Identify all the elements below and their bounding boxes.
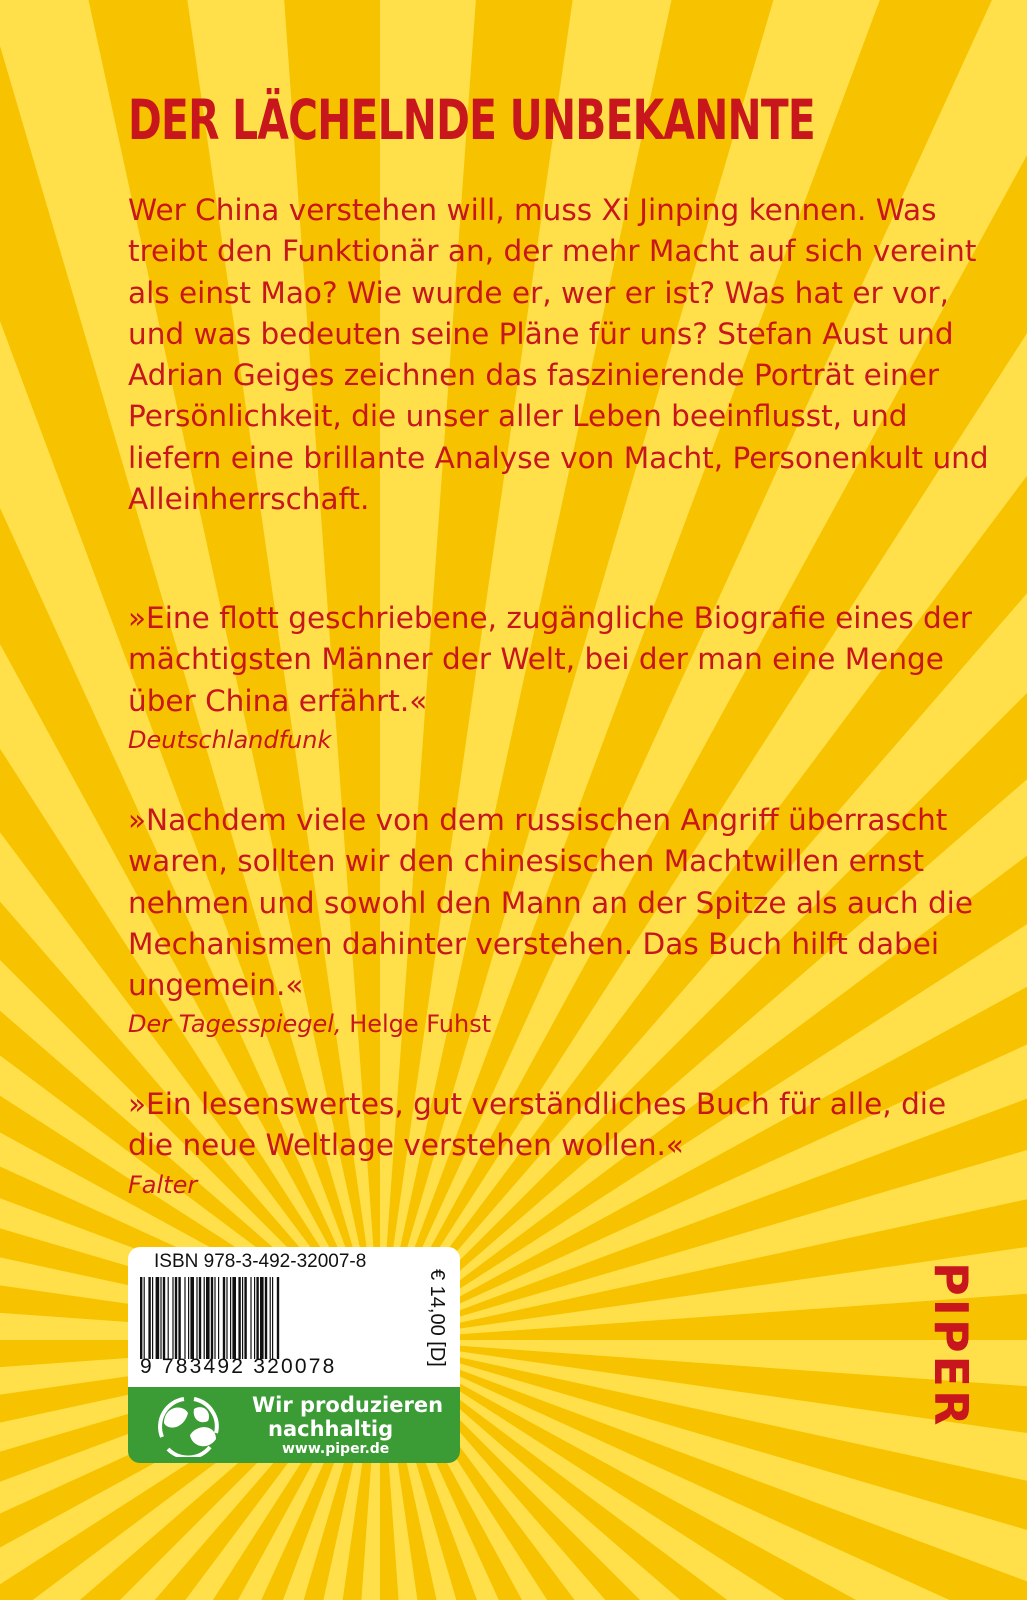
quote-text: »Ein lesenswertes, gut verständliches Buch für alle, die die neue Weltlage verstehen wollen.«: [128, 1087, 947, 1163]
quote-source: Falter: [128, 1170, 198, 1199]
eco-badge: [128, 1387, 460, 1463]
review-quote-3: [128, 1084, 988, 1203]
barcode-digits: 9 783492 320078: [140, 1355, 337, 1378]
recycle-leaves-icon: [154, 1393, 224, 1457]
price-label-wrap: [418, 1265, 458, 1380]
book-blurb: Wer China verstehen will, muss Xi Jinping kennen. Was treibt den Funktionär an, der mehr Macht auf sich vereint als einst Mao? Wie wurde er, wer er ist? Was hat er vor, und was bedeuten seine Pläne für uns? Stefan Aust und Adrian Geiges zeichnen das faszinierende Porträt einer Persönlichkeit, die unser aller Leben beeinflusst, und liefern eine brillante Analyse von Macht, Personenkult und Alleinherrschaft.: [128, 193, 989, 517]
publisher-logo: PIPER: [924, 1262, 978, 1429]
eco-url: www.piper.de: [282, 1441, 390, 1457]
eco-text-line1: Wir produzieren: [252, 1393, 444, 1417]
book-title: DER LÄCHELNDE UNBEKANNTE: [128, 88, 815, 152]
barcode-panel: [128, 1247, 460, 1387]
price-label: € 14,00 [D]: [426, 1269, 448, 1367]
barcode-icon: [140, 1277, 408, 1359]
quote-text: »Eine flott geschriebene, zugängliche Biografie eines der mächtigsten Männer der Welt, bei der man eine Menge über China erfährt.«: [128, 601, 973, 718]
review-quote-1: [128, 598, 988, 758]
quote-author: Helge Fuhst: [341, 1010, 492, 1039]
eco-text-line2: nachhaltig: [268, 1417, 394, 1441]
isbn-label: ISBN 978-3-492-32007-8: [154, 1251, 367, 1272]
quote-source: Der Tagesspiegel,: [128, 1010, 342, 1039]
quote-text: »Nachdem viele von dem russischen Angriff überrascht waren, sollten wir den chinesischen Machtwillen ernst nehmen und sowohl den Mann an der Spitze als auch die Mechanismen dahinter verstehen. Das Buch hilft dabei ungemein.«: [128, 803, 974, 1003]
review-quote-2: [128, 800, 988, 1042]
quote-source: Deutschlandfunk: [128, 725, 332, 754]
publisher-logo-wrap: [922, 1262, 982, 1462]
